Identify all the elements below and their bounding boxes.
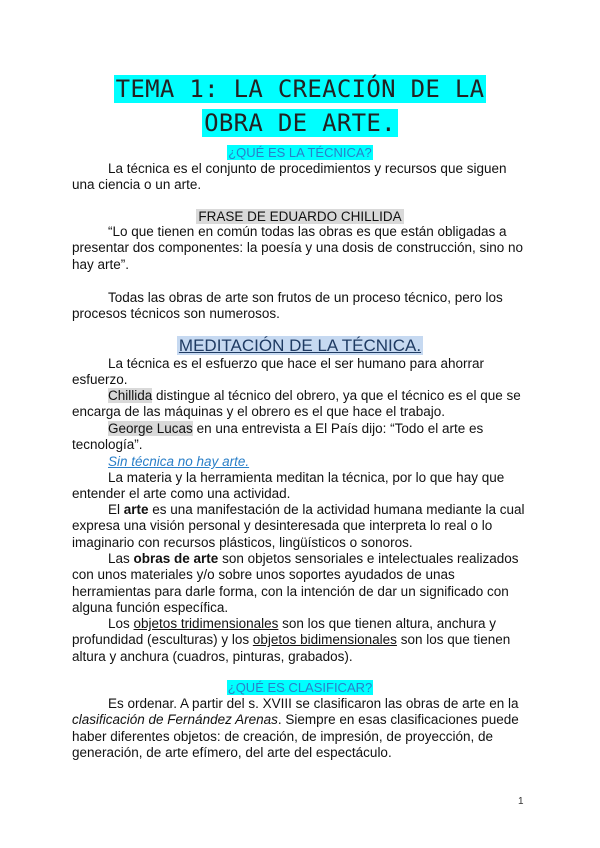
heading-que-es-clasificar	[0, 680, 600, 696]
paragraph-chillida-tecnico	[72, 388, 528, 421]
heading-text: ¿QUÉ ES CLASIFICAR?	[227, 680, 373, 695]
paragraph-text: “Lo que tienen en común todas las obras es que están obligadas a presentar dos componentes: la poesía y una dosis de construcción, sino no hay arte”.	[72, 224, 524, 272]
title-line-1: TEMA 1: LA CREACIÓN DE LA	[115, 75, 485, 103]
paragraph-text: Es ordenar. A partir del s. XVIII se clasificaron las obras de arte en la	[108, 696, 519, 711]
paragraph-text: es una manifestación de la actividad humana mediante la cual expresa una visión personal y desinteresada que interpreta lo real o lo imaginario con recursos plásticos, lingüísticos o sonoros.	[72, 502, 525, 550]
paragraph-arte-definicion	[72, 502, 528, 551]
paragraph-text: son los que tienen altura y anchura (cuadros, pinturas, grabados).	[72, 632, 511, 664]
paragraph-text: La materia y la herramienta meditan la técnica, por lo que hay que entender el arte como una actividad.	[72, 470, 505, 502]
paragraph-text: son los que tienen altura, anchura y profundidad (esculturas) y los	[72, 616, 497, 648]
heading-meditacion-tecnica	[0, 335, 600, 357]
paragraph-george-lucas	[72, 421, 528, 454]
heading-frase-chillida	[0, 208, 600, 225]
page-number: 1	[518, 796, 524, 807]
paragraph-text: Las	[108, 551, 134, 566]
paragraph-text: distingue al técnico del obrero, ya que el técnico es el que se encarga de las máquinas y el obrero es el que hace el trabajo.	[72, 388, 521, 420]
highlight-george-lucas: George Lucas	[108, 421, 193, 436]
highlight-chillida: Chillida	[108, 388, 153, 403]
bold-obras-de-arte: obras de arte	[133, 551, 219, 566]
heading-text: ¿QUÉ ES LA TÉCNICA?	[228, 145, 372, 160]
sin-tecnica-link[interactable]: Sin técnica no hay arte.	[108, 454, 250, 469]
heading-text: MEDITACIÓN DE LA TÉCNICA.	[178, 336, 422, 355]
paragraph-sin-tecnica	[72, 454, 528, 470]
paragraph-cita-chillida	[72, 224, 528, 273]
paragraph-clasificar	[72, 696, 528, 761]
paragraph-text: La técnica es el conjunto de procedimientos y recursos que siguen una ciencia o un arte.	[72, 161, 507, 193]
paragraph-text: La técnica es el esfuerzo que hace el ser humano para ahorrar esfuerzo.	[72, 356, 484, 388]
paragraph-text: El	[108, 502, 124, 517]
paragraph-objetos	[72, 616, 528, 665]
underline-bidimensionales: objetos bidimensionales	[252, 632, 397, 648]
bold-arte: arte	[123, 502, 149, 517]
paragraph-definicion-tecnica	[72, 161, 528, 194]
italic-clasificacion: clasificación de Fernández Arenas	[72, 712, 278, 728]
paragraph-text: Los	[108, 616, 134, 631]
paragraph-text: en una entrevista a El País dijo: “Todo el arte es tecnología”.	[72, 421, 484, 453]
paragraph-obras-de-arte	[72, 551, 528, 616]
heading-que-es-tecnica	[0, 145, 600, 161]
title-line-2: OBRA DE ARTE.	[204, 109, 396, 137]
heading-text: FRASE DE EDUARDO CHILLIDA	[198, 209, 402, 224]
paragraph-text: . Siempre en esas clasificaciones puede haber diferentes objetos: de creación, de impresión, de proyección, de generación, de arte efímero, del arte del espectáculo.	[72, 712, 519, 760]
paragraph-text: Todas las obras de arte son frutos de un proceso técnico, pero los procesos técnicos son numerosos.	[72, 290, 503, 322]
paragraph-esfuerzo	[72, 356, 528, 389]
underline-tridimensionales: objetos tridimensionales	[133, 616, 279, 631]
paragraph-text: son objetos sensoriales e intelectuales realizados con unos materiales y/o sobre unos soportes ayudados de unas herramientas para darle forma, con la intención de dar un significado con alguna función específica.	[72, 551, 519, 615]
paragraph-frutos-tecnicos	[72, 290, 528, 323]
document-title	[60, 72, 540, 140]
paragraph-materia-herramienta	[72, 470, 528, 503]
